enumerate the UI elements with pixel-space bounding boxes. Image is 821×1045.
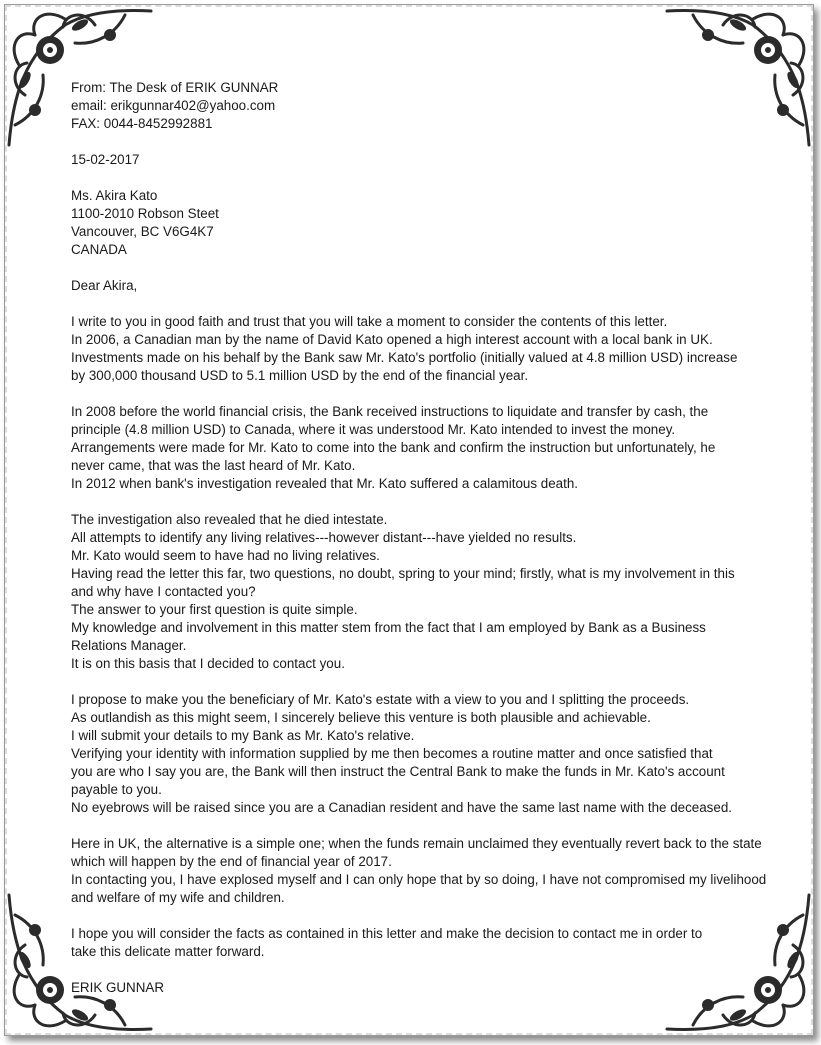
paragraph-line: I will submit your details to my Bank as Mr. Kato's relative. bbox=[71, 728, 415, 743]
paragraph-line: which will happen by the end of financial year of 2017. bbox=[71, 854, 392, 869]
sender-from: From: The Desk of ERIK GUNNAR bbox=[71, 80, 279, 95]
paragraph-line: Arrangements were made for Mr. Kato to come into the bank and confirm the instruction but unfortunately, he bbox=[71, 440, 716, 455]
paragraph-line: Having read the letter this far, two questions, no doubt, spring to your mind; firstly, what is my involvement in this bbox=[71, 566, 735, 581]
letter-page bbox=[4, 4, 814, 1036]
paragraph-line: I hope you will consider the facts as contained in this letter and make the decision to contact me in order to bbox=[71, 926, 703, 941]
signature: ERIK GUNNAR bbox=[71, 980, 165, 995]
paragraph-line: principle (4.8 million USD) to Canada, where it was understood Mr. Kato intended to invest the money. bbox=[71, 422, 676, 437]
paragraph-3 bbox=[71, 511, 801, 673]
recipient-street: 1100-2010 Robson Steet bbox=[71, 206, 219, 221]
paragraph-line: take this delicate matter forward. bbox=[71, 944, 265, 959]
paragraph-line: Verifying your identity with information supplied by me then becomes a routine matter and once satisfied that bbox=[71, 746, 713, 761]
paragraph-line: and welfare of my wife and children. bbox=[71, 890, 285, 905]
paragraph-line: never came, that was the last heard of Mr. Kato. bbox=[71, 458, 356, 473]
paragraph-line: I write to you in good faith and trust that you will take a moment to consider the contents of this letter. bbox=[71, 314, 668, 329]
sender-block bbox=[71, 79, 801, 133]
paragraph-line: In 2008 before the world financial crisis, the Bank received instructions to liquidate and transfer by cash, the bbox=[71, 404, 709, 419]
paragraph-line: In 2012 when bank's investigation revealed that Mr. Kato suffered a calamitous death. bbox=[71, 476, 579, 491]
paragraph-1 bbox=[71, 313, 801, 385]
paragraph-2 bbox=[71, 403, 801, 493]
paragraph-line: payable to you. bbox=[71, 782, 162, 797]
recipient-city: Vancouver, BC V6G4K7 bbox=[71, 224, 214, 239]
paragraph-line: The answer to your first question is quite simple. bbox=[71, 602, 358, 617]
paragraph-line: No eyebrows will be raised since you are a Canadian resident and have the same last name with the deceased. bbox=[71, 800, 732, 815]
paragraph-5 bbox=[71, 835, 801, 907]
paragraph-line: you are who I say you are, the Bank will then instruct the Central Bank to make the funds in Mr. Kato's account bbox=[71, 764, 725, 779]
paragraph-line: I propose to make you the beneficiary of Mr. Kato's estate with a view to you and I splitting the proceeds. bbox=[71, 692, 690, 707]
paragraph-line: In contacting you, I have explosed myself and I can only hope that by so doing, I have not compromised my livelihood bbox=[71, 872, 767, 887]
paragraph-line: Relations Manager. bbox=[71, 638, 187, 653]
paragraph-line: and why have I contacted you? bbox=[71, 584, 256, 599]
paragraph-line: Here in UK, the alternative is a simple one; when the funds remain unclaimed they eventually revert back to the state bbox=[71, 836, 762, 851]
paragraph-line: All attempts to identify any living relatives---however distant---have yielded no results. bbox=[71, 530, 577, 545]
paragraph-line: The investigation also revealed that he died intestate. bbox=[71, 512, 388, 527]
paragraph-6 bbox=[71, 925, 801, 961]
paragraph-line: It is on this basis that I decided to contact you. bbox=[71, 656, 345, 671]
recipient-block bbox=[71, 187, 801, 259]
recipient-country: CANADA bbox=[71, 242, 127, 257]
paragraph-line: by 300,000 thousand USD to 5.1 million USD by the end of the financial year. bbox=[71, 368, 529, 383]
paragraph-line: As outlandish as this might seem, I sincerely believe this venture is both plausible and achievable. bbox=[71, 710, 651, 725]
sender-fax: FAX: 0044-8452992881 bbox=[71, 116, 213, 131]
sender-email: email: erikgunnar402@yahoo.com bbox=[71, 98, 276, 113]
paragraph-4 bbox=[71, 691, 801, 817]
letter-date: 15-02-2017 bbox=[71, 152, 140, 167]
paragraph-line: In 2006, a Canadian man by the name of David Kato opened a high interest account with a local bank in UK. bbox=[71, 332, 713, 347]
recipient-name: Ms. Akira Kato bbox=[71, 188, 158, 203]
paragraph-line: Mr. Kato would seem to have had no living relatives. bbox=[71, 548, 380, 563]
paragraph-line: My knowledge and involvement in this matter stem from the fact that I am employed by Bank as a Business bbox=[71, 620, 706, 635]
salutation: Dear Akira, bbox=[71, 278, 138, 293]
paragraph-line: Investments made on his behalf by the Bank saw Mr. Kato's portfolio (initially valued at 4.8 million USD) increase bbox=[71, 350, 738, 365]
letter-body bbox=[71, 79, 801, 997]
